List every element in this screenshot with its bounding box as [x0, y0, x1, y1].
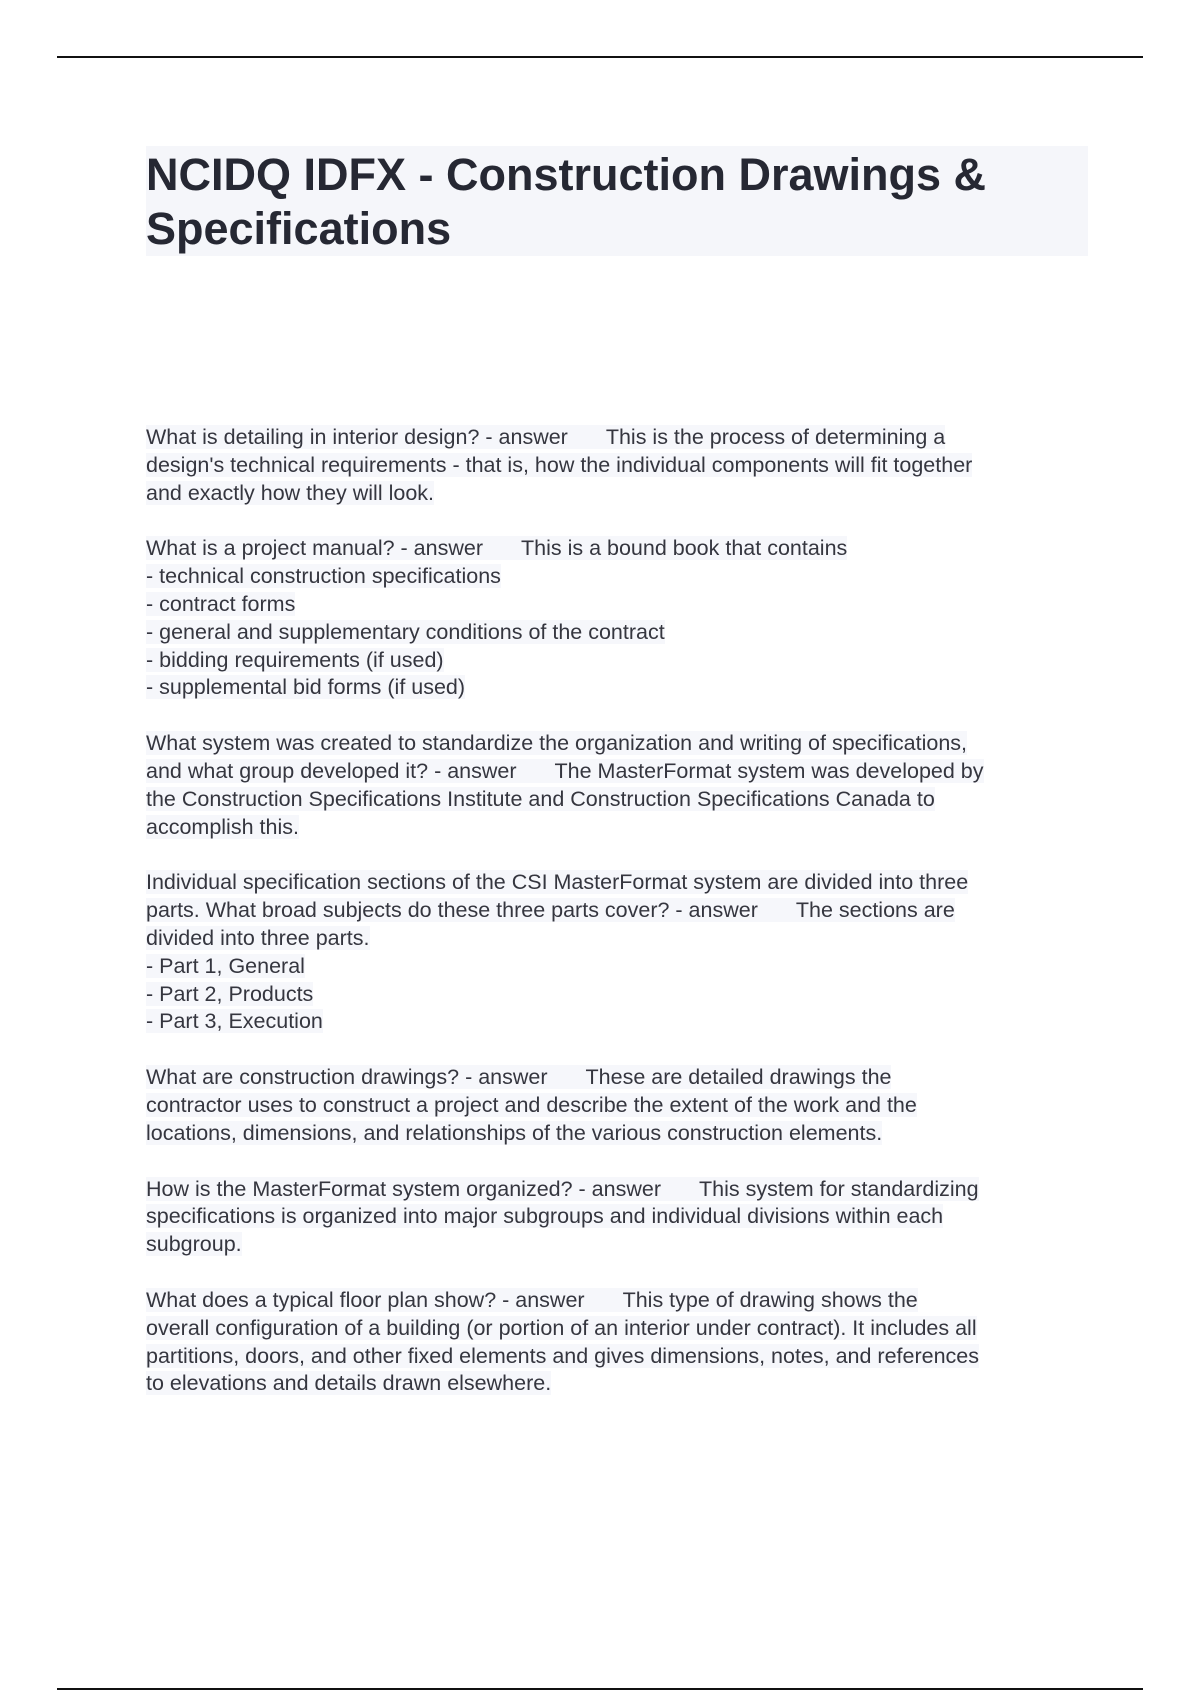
qa-line	[146, 647, 1096, 675]
qa-line-highlight	[146, 759, 984, 783]
qa-line	[146, 674, 1096, 702]
qa-line	[146, 619, 1096, 647]
qa-item	[146, 1287, 1096, 1398]
qa-list	[146, 424, 1096, 1426]
qa-line	[146, 925, 1096, 953]
body-text: overall configuration of a building (or portion of an interior under contract). It includes all	[146, 1315, 977, 1340]
qa-line	[146, 452, 1096, 480]
body-text: locations, dimensions, and relationships of the various construction elements.	[146, 1120, 883, 1145]
qa-line-highlight	[146, 1065, 891, 1089]
body-text: - Part 1, General	[146, 953, 305, 978]
body-text: What system was created to standardize the organization and writing of specifications,	[146, 731, 967, 756]
body-text: contractor uses to construct a project and describe the extent of the work and the	[146, 1092, 917, 1117]
bottom-rule	[57, 1688, 1143, 1690]
answer-text: This system for standardizing	[698, 1176, 979, 1201]
qa-line	[146, 897, 1096, 925]
body-text: - contract forms	[146, 591, 296, 616]
answer-text: This type of drawing shows the	[622, 1287, 918, 1312]
body-text: to elevations and details drawn elsewhere.	[146, 1371, 552, 1396]
title-line: NCIDQ IDFX - Construction Drawings &	[146, 149, 987, 200]
qa-item	[146, 730, 1096, 841]
answer-text: The sections are	[795, 898, 955, 923]
body-text: - general and supplementary conditions of the contract	[146, 619, 665, 644]
page-title	[146, 148, 1088, 256]
qa-line-highlight	[146, 1177, 979, 1201]
qa-line	[146, 1203, 1096, 1231]
qa-line	[146, 1315, 1096, 1343]
question-text: How is the MasterFormat system organized? - answer	[146, 1176, 661, 1201]
question-text: parts. What broad subjects do these three parts cover? - answer	[146, 898, 758, 923]
qa-item	[146, 424, 1096, 507]
qa-line	[146, 869, 1096, 897]
qa-line-highlight	[146, 536, 847, 560]
qa-line	[146, 758, 1096, 786]
body-text: the Construction Specifications Institute and Construction Specifications Canada to	[146, 786, 935, 811]
qa-line	[146, 1287, 1096, 1315]
qa-line	[146, 730, 1096, 758]
body-text: - Part 3, Execution	[146, 1009, 323, 1034]
top-rule	[57, 56, 1143, 58]
qa-line	[146, 1092, 1096, 1120]
body-text: - technical construction specifications	[146, 564, 501, 589]
qa-item	[146, 535, 1096, 702]
answer-text: The MasterFormat system was developed by	[554, 758, 984, 783]
qa-item	[146, 869, 1096, 1036]
qa-line	[146, 1231, 1096, 1259]
body-text: subgroup.	[146, 1232, 242, 1257]
question-text: What are construction drawings? - answer	[146, 1065, 548, 1090]
question-text: and what group developed it? - answer	[146, 758, 517, 783]
question-text: What is a project manual? - answer	[146, 536, 483, 561]
qa-line	[146, 563, 1096, 591]
body-text: design's technical requirements - that is, how the individual components will fit together	[146, 452, 973, 477]
qa-line-highlight	[146, 898, 955, 922]
body-text: specifications is organized into major subgroups and individual divisions within each	[146, 1204, 944, 1229]
answer-text: This is the process of determining a	[605, 425, 946, 449]
question-text: What is detailing in interior design? - answer	[146, 425, 568, 449]
qa-line	[146, 535, 1096, 563]
qa-line	[146, 1343, 1096, 1371]
qa-line	[146, 1008, 1096, 1036]
body-text: - supplemental bid forms (if used)	[146, 675, 466, 700]
qa-item	[146, 1176, 1096, 1259]
body-text: - Part 2, Products	[146, 981, 314, 1006]
body-text: Individual specification sections of the CSI MasterFormat system are divided into three	[146, 870, 969, 895]
qa-line	[146, 981, 1096, 1009]
qa-line	[146, 1370, 1096, 1398]
qa-line-highlight	[146, 425, 945, 449]
qa-line	[146, 786, 1096, 814]
qa-line	[146, 814, 1096, 842]
qa-line	[146, 480, 1096, 508]
qa-line	[146, 424, 1096, 452]
qa-item	[146, 1064, 1096, 1147]
qa-line-highlight	[146, 1288, 918, 1312]
body-text: divided into three parts.	[146, 925, 370, 950]
answer-text: This is a bound book that contains	[520, 536, 848, 561]
body-text: - bidding requirements (if used)	[146, 647, 444, 672]
body-text: and exactly how they will look.	[146, 480, 435, 505]
qa-line	[146, 1064, 1096, 1092]
qa-line	[146, 1176, 1096, 1204]
body-text: accomplish this.	[146, 814, 299, 839]
qa-line	[146, 1120, 1096, 1148]
title-line: Specifications	[146, 203, 452, 254]
question-text: What does a typical floor plan show? - answer	[146, 1287, 585, 1312]
qa-line	[146, 953, 1096, 981]
qa-line	[146, 591, 1096, 619]
answer-text: These are detailed drawings the	[585, 1065, 892, 1090]
title-block	[146, 146, 1088, 256]
body-text: partitions, doors, and other fixed elements and gives dimensions, notes, and references	[146, 1343, 980, 1368]
